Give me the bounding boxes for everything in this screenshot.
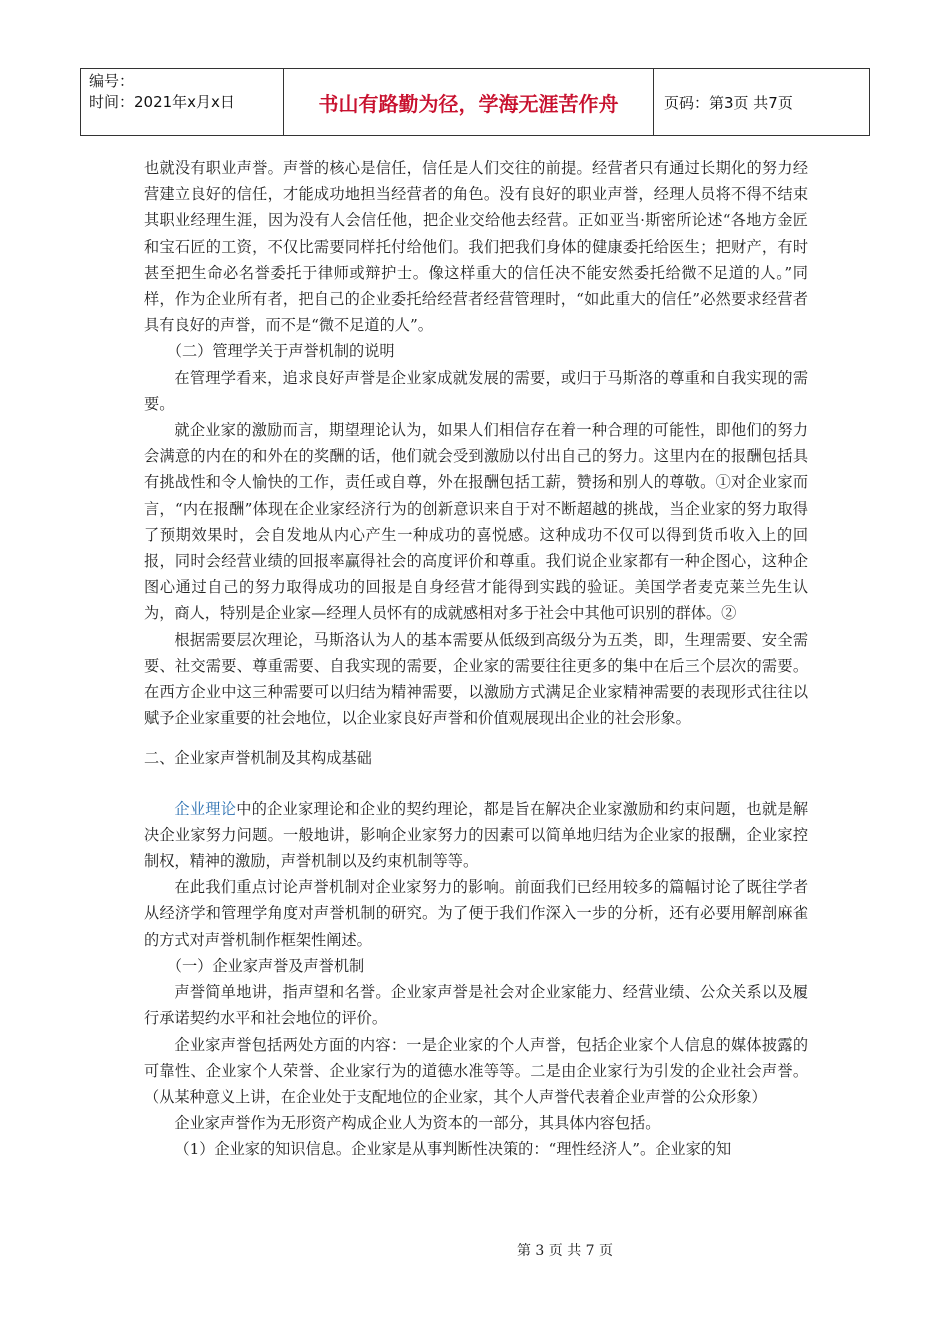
paragraph-6: 在此我们重点讨论声誉机制对企业家努力的影响。前面我们已经用较多的篇幅讨论了既往学者从经济学和管理学角度对声誉机制的研究。为了便于我们作深入一步的分析，还有必要用解剖麻雀的方式对声誉机制作框架性阐述。 — [144, 878, 808, 949]
document-body — [144, 155, 808, 1163]
paragraph-4: 根据需要层次理论，马斯洛认为人的基本需要从低级到高级分为五类，即，生理需要、安全需要、社交需要、尊重需要、自我实现的需要，企业家的需要往往更多的集中在后三个层次的需要。在西方企业中这三种需要可以归结为精神需要，以激励方式满足企业家精神需要的表现形式往往以赋予企业家重要的社会地位，以企业家良好声誉和价值观展现出企业的社会形象。 — [144, 630, 808, 728]
paragraph-5-text: 中的企业家理论和企业的契约理论，都是旨在解决企业家激励和约束问题，也就是解决企业家努力问题。一般地讲，影响企业家努力的因素可以简单地归结为企业家的报酬，企业家控制权，精神的激励，声誉机制以及约束机制等等。 — [144, 799, 809, 871]
subheading-3: （一）企业家声誉及声誉机制 — [166, 956, 365, 975]
header-page-label: 页码：第3页 共7页 — [664, 93, 793, 112]
footer-page-number: 第 3 页 共 7 页 — [516, 1243, 614, 1259]
paragraph-7: 声誉简单地讲，指声望和名誉。企业家声誉是社会对企业家能力、经营业绩、公众关系以及履行承诺契约水平和社会地位的评价。 — [144, 983, 808, 1028]
paragraph-10: （1）企业家的知识信息。企业家是从事判断性决策的：“理性经济人”。企业家的知 — [174, 1140, 732, 1159]
paragraph-9: 企业家声誉作为无形资产构成企业人为资本的一部分，其具体内容包括。 — [174, 1114, 661, 1133]
paragraph-1: 也就没有职业声誉。声誉的核心是信任，信任是人们交往的前提。经营者只有通过长期化的努力经营建立良好的信任，才能成功地担当经营者的角色。没有良好的职业声誉，经理人员将不得不结束其职业经理生涯，因为没有人会信任他，把企业交给他去经营。正如亚当·斯密所论述“各地方金匠和宝石匠的工资，不仅比需要同样托付给他们。我们把我们身体的健康委托给医生；把财产，有时甚至把生命必名誉委托于律师或辩护士。像这样重大的信任决不能安然委托给微不足道的人。”同样，作为企业所有者，把自己的企业委托给经营者经营管理时，“如此重大的信任”必然要求经营者具有良好的声誉，而不是“微不足道的人”。 — [144, 159, 808, 335]
date-label: 时间：2021年x月x日 — [89, 93, 235, 111]
header-meta-cell — [81, 69, 284, 135]
header-table — [80, 68, 870, 136]
paragraph-8: 企业家声誉包括两处方面的内容：一是企业家的个人声誉，包括企业家个人信息的媒体披露的可靠性、企业家个人荣誉、企业家行为的道德水准等等。二是由企业家行为引发的企业社会声誉。（从某种意义上讲，在企业处于支配地位的企业家，其个人声誉代表着企业声誉的公众形象） — [144, 1035, 808, 1106]
paragraph-5 — [144, 796, 808, 875]
subheading-2: （二）管理学关于声誉机制的说明 — [166, 342, 395, 361]
section-title-2: 二、企业家声誉机制及其构成基础 — [144, 749, 372, 768]
paragraph-3: 就企业家的激励而言，期望理论认为，如果人们相信存在着一种合理的可能性，即他们的努力会满意的内在的和外在的奖酬的话，他们就会受到激励以付出自己的努力。这里内在的报酬包括具有挑战性和令人愉快的工作，责任或自尊，外在报酬包括工薪，赞扬和别人的尊敬。①对企业家而言，“内在报酬”体现在企业家经济行为的创新意识来自于对不断超越的挑战，当企业家的努力取得了预期效果时，会自发地从内心产生一种成功的喜悦感。这种成功不仅可以得到货币收入上的回报，同时会经营业绩的回报率赢得社会的高度评价和尊重。我们说企业家都有一种企图心，这种企图心通过自己的努力取得成功的回报是自身经营才能得到实践的验证。美国学者麦克莱兰先生认为，商人，特别是企业家—经理人员怀有的成就感相对多于社会中其他可识别的群体。② — [144, 421, 808, 623]
enterprise-theory-link[interactable]: 企业理论 — [174, 799, 237, 818]
page-footer — [0, 1240, 950, 1260]
header-motto: 书山有路勤为径，学海无涯苦作舟 — [284, 69, 654, 135]
code-label: 编号： — [89, 72, 135, 90]
paragraph-2: 在管理学看来，追求良好声誉是企业家成就发展的需要，或归于马斯洛的尊重和自我实现的需要。 — [144, 368, 808, 413]
